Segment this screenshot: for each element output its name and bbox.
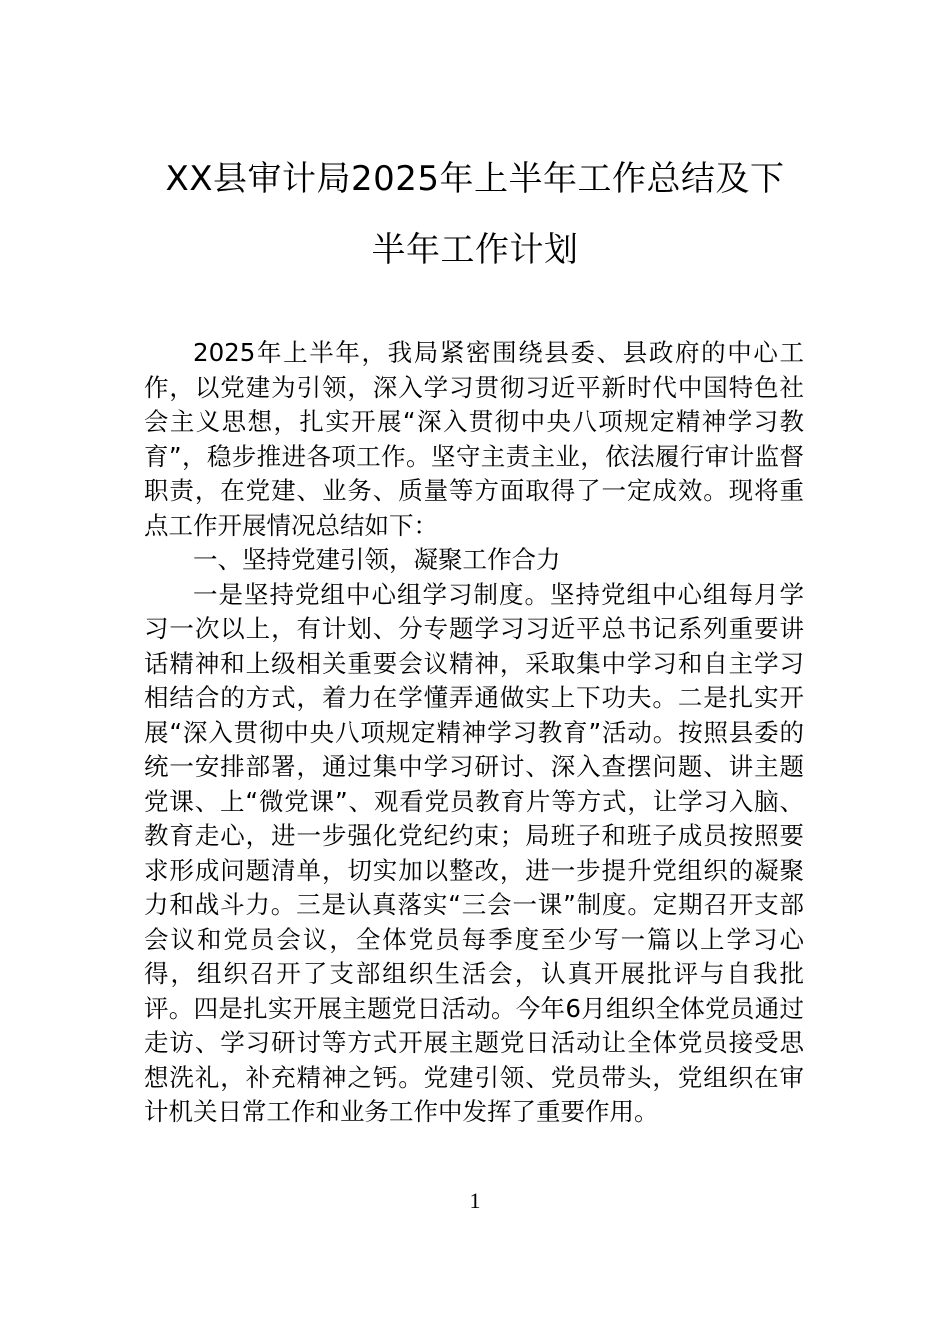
document-title — [100, 159, 850, 270]
title-line-1: XX县审计局2025年上半年工作总结及下 — [165, 159, 785, 199]
page-number: 1 — [469, 1188, 481, 1213]
document-body — [144, 336, 804, 1130]
intro-paragraph: 2025年上半年，我局紧密围绕县委、县政府的中心工作，以党建为引领，深入学习贯彻习近平新时代中国特色社会主义思想，扎实开展“深入贯彻中央八项规定精神学习教育”，稳步推进各项工作。坚守主责主业，依法履行审计监督职责，在党建、业务、质量等方面取得了一定成效。现将重点工作开展情况总结如下： — [144, 338, 804, 540]
body-paragraph: 一是坚持党组中心组学习制度。坚持党组中心组每月学习一次以上，有计划、分专题学习习近平总书记系列重要讲话精神和上级相关重要会议精神，采取集中学习和自主学习相结合的方式，着力在学懂弄通做实上下功夫。二是扎实开展“深入贯彻中央八项规定精神学习教育”活动。按照县委的统一安排部署，通过集中学习研讨、深入查摆问题、讲主题党课、上“微党课”、观看党员教育片等方式，让学习入脑、教育走心，进一步强化党纪约束；局班子和班子成员按照要求形成问题清单，切实加以整改，进一步提升党组织的凝聚力和战斗力。三是认真落实“三会一课”制度。定期召开支部会议和党员会议，全体党员每季度至少写一篇以上学习心得，组织召开了支部组织生活会，认真开展批评与自我批评。四是扎实开展主题党日活动。今年6月组织全体党员通过走访、学习研讨等方式开展主题党日活动让全体党员接受思想洗礼，补充精神之钙。党建引领、党员带头，党组织在审计机关日常工作和业务工作中发挥了重要作用。 — [144, 579, 804, 1126]
section-heading: 一、坚持党建引领，凝聚工作合力 — [193, 545, 561, 574]
title-line-2: 半年工作计划 — [371, 230, 579, 270]
